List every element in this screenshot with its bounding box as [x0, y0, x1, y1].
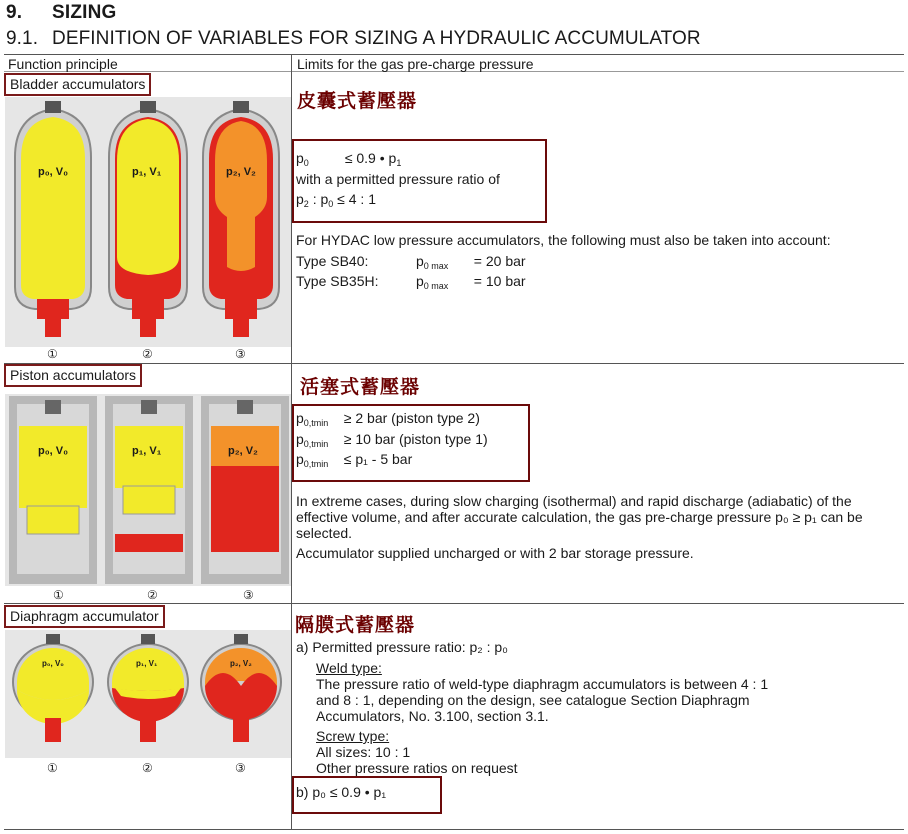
piston-state-3: p₂, V₂	[228, 445, 258, 457]
diaphragm-state-2: p₁, V₁	[136, 659, 158, 668]
screw-type-title: Screw type:	[316, 728, 390, 744]
diaphragm-label: Diaphragm accumulator	[4, 605, 165, 628]
piston-rule-3: $p_{0,tmin} \le p_1 - 5$ bar	[296, 451, 413, 469]
bladder-label: Bladder accumulators	[4, 73, 151, 96]
section-heading	[6, 2, 117, 24]
diaphragm-rule-a: a) Permitted pressure ratio: p₂ : p₀	[296, 639, 508, 655]
piston-cylinder-3	[201, 396, 289, 584]
diaphragm-marker-3: ③	[235, 761, 246, 775]
piston-state-1: p₀, V₀	[38, 445, 69, 457]
section-title: SIZING	[52, 2, 117, 23]
bladder-marker-3: ③	[235, 347, 246, 361]
bladder-rule-3: $p_2$ : $p_0 \le 4$ : 1	[296, 191, 377, 209]
column-header-left: Function principle	[8, 56, 118, 72]
diaphragm-rule-b: b) p₀ ≤ 0.9 • p₁	[296, 784, 387, 800]
piston-marker-2: ②	[147, 588, 158, 602]
piston-cylinder-2	[105, 396, 193, 584]
section-number: 9.	[6, 2, 23, 23]
screw-type-line-1: All sizes: 10 : 1	[316, 744, 411, 760]
subsection-number: 9.1.	[6, 28, 39, 49]
bladder-state-3: p₂, V₂	[226, 166, 256, 178]
diaphragm-marker-1: ①	[47, 761, 58, 775]
row-divider-2	[4, 603, 904, 604]
bladder-cjk-title: 皮囊式蓄壓器	[297, 90, 418, 112]
diaphragm-state-3: p₂, V₂	[230, 659, 252, 668]
bladder-state-1: p₀, V₀	[38, 166, 69, 178]
diaphragm-diagram	[5, 630, 291, 758]
diaphragm-cjk-title: 隔膜式蓄壓器	[295, 614, 416, 636]
piston-label: Piston accumulators	[4, 364, 142, 387]
weld-type-title: Weld type:	[316, 660, 382, 676]
diaphragm-state-1: p₀, V₀	[42, 659, 64, 668]
type-row-sb40: Type SB40: $p_{0 max} = 20$ bar	[296, 253, 526, 271]
column-header-right: Limits for the gas pre-charge pressure	[297, 56, 534, 72]
piston-note-1: In extreme cases, during slow charging (isothermal) and rapid discharge (adiabatic) of the effective volume, and after accurate calculation, the gas pre-charge pressure p₀ ≥ p₁ can be selected.	[296, 493, 863, 541]
bladder-rule-1: $p_0 \le 0.9$ • $p_1$	[296, 150, 402, 168]
piston-cylinder-1	[9, 396, 97, 584]
diaphragm-marker-2: ②	[142, 761, 153, 775]
subsection-title: DEFINITION OF VARIABLES FOR SIZING A HYDRAULIC ACCUMULATOR	[52, 28, 701, 49]
piston-rule-2: $p_{0,tmin} \ge 10$ bar (piston type 1)	[296, 431, 488, 449]
piston-state-2: p₁, V₁	[132, 445, 162, 457]
piston-note-2: Accumulator supplied uncharged or with 2 bar storage pressure.	[296, 545, 694, 561]
bladder-vessel-1	[15, 101, 91, 337]
piston-marker-3: ③	[243, 588, 254, 602]
bladder-diagram	[5, 97, 291, 347]
bladder-note: For HYDAC low pressure accumulators, the following must also be taken into account:	[296, 232, 831, 248]
piston-marker-1: ①	[53, 588, 64, 602]
piston-rule-1: $p_{0,tmin} \ge 2$ bar (piston type 2)	[296, 410, 480, 428]
table-top-rule	[4, 54, 904, 55]
bladder-marker-1: ①	[47, 347, 58, 361]
bladder-rule-2: with a permitted pressure ratio of	[296, 171, 500, 187]
bladder-state-2: p₁, V₁	[132, 166, 162, 178]
bladder-marker-2: ②	[142, 347, 153, 361]
bladder-vessel-2	[109, 101, 187, 337]
screw-type-line-2: Other pressure ratios on request	[316, 760, 518, 776]
type-row-sb35h: Type SB35H: $p_{0 max} = 10$ bar	[296, 273, 526, 291]
piston-cjk-title: 活塞式蓄壓器	[300, 376, 421, 398]
bladder-vessel-3	[203, 101, 279, 337]
table-bottom-rule	[4, 829, 904, 830]
subsection-heading	[6, 28, 701, 50]
piston-diagram	[5, 394, 291, 586]
weld-type-text: The pressure ratio of weld-type diaphragm accumulators is between 4 : 1 and 8 : 1, depending on the design, see catalogue Section Diaphragm Accumulators, No. 3.100, section 3.1.	[316, 676, 769, 724]
